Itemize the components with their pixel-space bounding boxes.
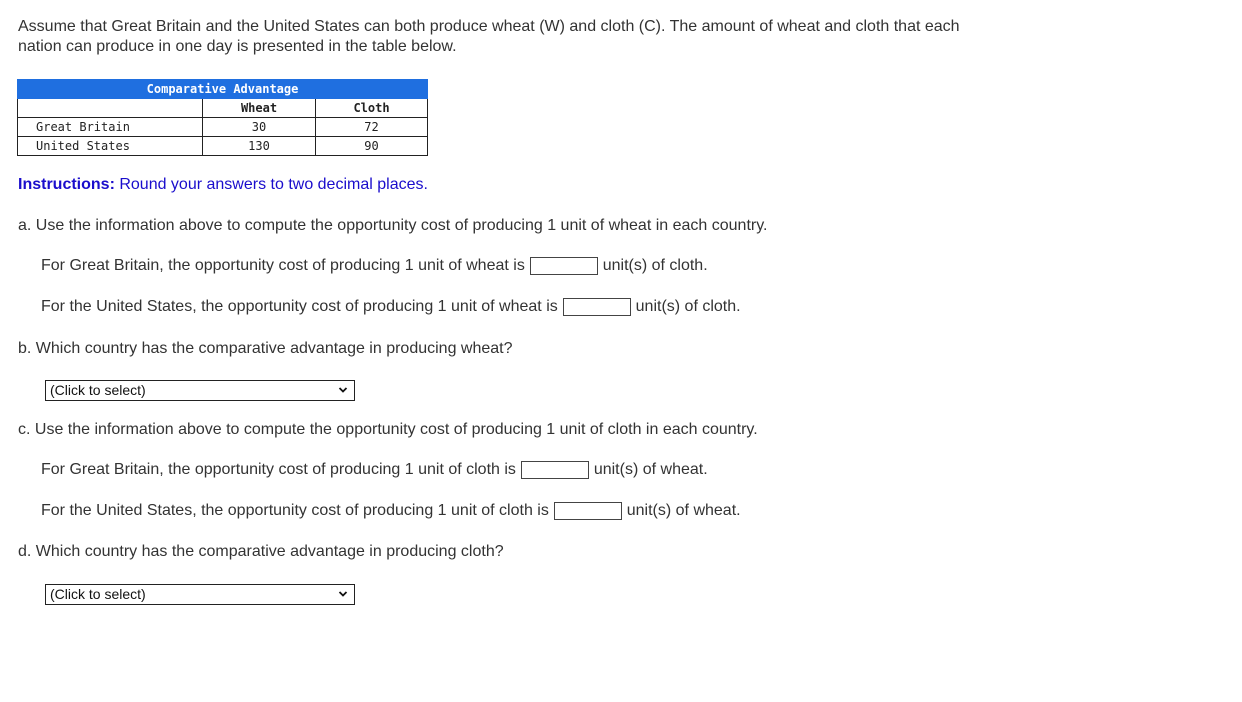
part-c-us-prefix: For the United States, the opportunity cost of producing 1 unit of cloth is (41, 502, 549, 519)
instructions-label: Instructions: (18, 176, 115, 193)
part-a-question: a. Use the information above to compute the opportunity cost of producing 1 unit of wheat in each country. (18, 217, 768, 234)
table-header-wheat: Wheat (203, 99, 316, 118)
intro-line-1: Assume that Great Britain and the United States can both produce wheat (W) and cloth (C). The amount of wheat and cloth that each (18, 18, 960, 35)
part-c-gb-answer-input[interactable] (521, 461, 589, 479)
part-a-gb-suffix: unit(s) of cloth. (602, 257, 708, 274)
part-b-select-value: (Click to select) (50, 382, 146, 398)
comparative-advantage-table (17, 79, 428, 156)
table-row (18, 137, 428, 156)
table-cell-wheat: 30 (203, 118, 316, 137)
table-row (18, 118, 428, 137)
part-d-country-select[interactable] (45, 584, 355, 605)
part-a-us-answer-input[interactable] (563, 298, 631, 316)
part-c-us-suffix: unit(s) of wheat. (626, 502, 741, 519)
part-b-question: b. Which country has the comparative advantage in producing wheat? (18, 340, 513, 357)
table-title: Comparative Advantage (18, 80, 428, 99)
table-cell-country: Great Britain (18, 118, 203, 137)
part-d-question: d. Which country has the comparative advantage in producing cloth? (18, 543, 504, 560)
instructions (18, 176, 428, 194)
part-a-us-prefix: For the United States, the opportunity cost of producing 1 unit of wheat is (41, 298, 558, 315)
part-c-gb-suffix: unit(s) of wheat. (593, 461, 708, 478)
intro-line-2: nation can produce in one day is presented in the table below. (18, 38, 457, 55)
chevron-down-icon (338, 385, 348, 395)
part-a-us-suffix: unit(s) of cloth. (635, 298, 741, 315)
part-a-gb-prefix: For Great Britain, the opportunity cost of producing 1 unit of wheat is (41, 257, 525, 274)
intro-paragraph (18, 17, 1118, 57)
table-cell-wheat: 130 (203, 137, 316, 156)
part-b-country-select[interactable] (45, 380, 355, 401)
table-header-empty (18, 99, 203, 118)
table-cell-cloth: 90 (316, 137, 428, 156)
part-c-question: c. Use the information above to compute the opportunity cost of producing 1 unit of cloth in each country. (18, 421, 758, 438)
table-cell-country: United States (18, 137, 203, 156)
part-c-gb-prefix: For Great Britain, the opportunity cost of producing 1 unit of cloth is (41, 461, 516, 478)
part-a-us-line (41, 297, 741, 317)
chevron-down-icon (338, 589, 348, 599)
table-cell-cloth: 72 (316, 118, 428, 137)
part-c-us-line (41, 501, 741, 521)
part-a-gb-answer-input[interactable] (530, 257, 598, 275)
table-header-row (18, 99, 428, 118)
instructions-text: Round your answers to two decimal places. (114, 176, 428, 193)
part-a-gb-line (41, 256, 708, 276)
table-header-cloth: Cloth (316, 99, 428, 118)
part-c-us-answer-input[interactable] (554, 502, 622, 520)
part-d-select-value: (Click to select) (50, 586, 146, 602)
part-c-gb-line (41, 460, 708, 480)
